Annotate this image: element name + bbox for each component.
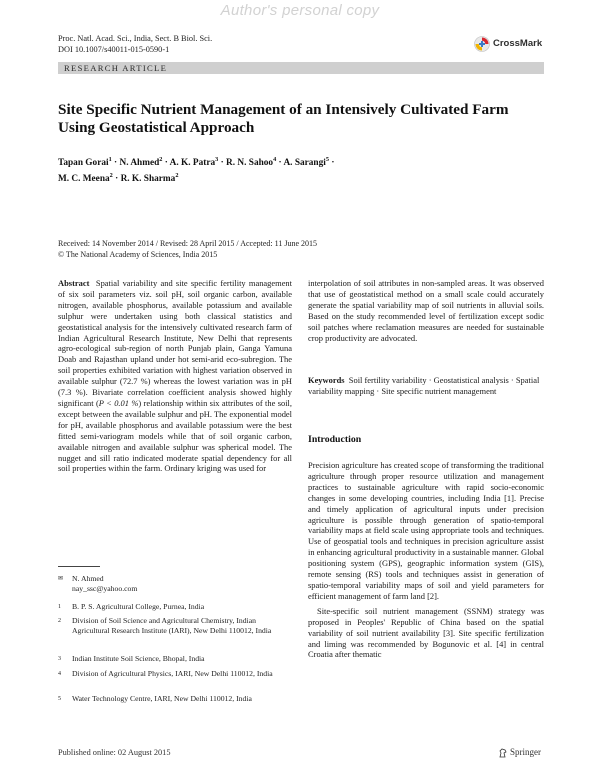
copyright: © The National Academy of Sciences, India 2015 bbox=[58, 249, 218, 259]
abstract-label: Abstract bbox=[58, 278, 90, 288]
introduction-body bbox=[308, 460, 544, 660]
corresponding-email[interactable]: nay_ssc@yahoo.com bbox=[72, 584, 138, 593]
affiliation: 5 Water Technology Centre, IARI, New Delhi 110012, India bbox=[58, 694, 252, 703]
intro-paragraph-2: Site-specific soil nutrient management (SSNM) strategy was proposed in Peoples' Republic of China based on the spatial variability of soil nutrient availability [3]. Site specific fertilization and liming was recommended by Bogunovic et al. [4] in central Croatia after thematic bbox=[308, 605, 544, 660]
article-type-banner bbox=[58, 62, 544, 74]
springer-horse-icon bbox=[498, 748, 508, 758]
correspondence bbox=[58, 574, 292, 596]
author[interactable]: R. N. Sahoo$^4$ bbox=[226, 156, 277, 169]
abstract-left: Abstract Spatial variability and site specific fertility management of six soil parameters viz. soil pH, soil organic carbon, available nitrogen, available phosphorus, available potassium and available sulphur were undertaken using both classical statistics and geostatistical analysis for the intensively cultivated research farm of Indian Agricultural Research Institute, New Delhi that represents agro-ecological sub-region of north Punjab plain, Ganga Yamuna Doab and Rajasthan upland under hot semi-arid eco-subregion. The soil properties exhibited variation with highest variation observed in available sulphur (72.7 %) whereas the lowest variation was in pH (7.3 %). Bivariate correlation coefficient analysis showed highly significant (P < 0.01 %) relationship within six attributes of the soil, except between the available sulphur and pH. The exponential model for pH, available phosphorus and available potassium were the best fitted semi-variogram models while that of soil organic carbon, available nitrogen and available sulphur was spherical model. The nugget and sill ratio indicated moderate spatial dependency for all soil properties within the farm. Ordinary kriging was used for bbox=[58, 278, 292, 474]
springer-logo bbox=[498, 747, 548, 759]
history: Received: 14 November 2014 / Revised: 28 April 2015 / Accepted: 11 June 2015 bbox=[58, 239, 317, 248]
crossmark-badge[interactable] bbox=[474, 34, 548, 54]
watermark: Author's personal copy bbox=[220, 2, 380, 19]
author[interactable]: Tapan Gorai$^1$ bbox=[58, 156, 112, 169]
intro-paragraph-1: Precision agriculture has created scope of transforming the traditional agriculture through proper resource utilization and management practices to sustainable agriculture with rapid socio-economic changes in some developing countries, including India [1]. Precise and timely application of agricultural inputs under precision agriculture is possible through generation of spatio-temporal variability maps at field scale using appropriate tools and techniques. Use of geospatial tools and techniques in precision agriculture assist in enhancing agricultural productivity in a sustainable manner. Global positioning system (GPS), geographic information system (GIS), remote sensing (RS) tools and techniques assist in generation of spatio-temporal variability maps of soil and yield parameters for efficient management of farm land [2]. bbox=[308, 460, 544, 601]
affiliation: 1 B. P. S. Agricultural College, Purnea, India bbox=[58, 602, 205, 611]
author[interactable]: M. C. Meena$^2$ bbox=[58, 171, 113, 184]
published-online: Published online: 02 August 2015 bbox=[58, 748, 171, 757]
footnote-rule bbox=[58, 566, 100, 567]
introduction-heading: Introduction bbox=[308, 434, 362, 445]
affiliation: 4 Division of Agricultural Physics, IARI, New Delhi 110012, India bbox=[58, 669, 273, 678]
author[interactable]: A. Sarangi$^5$ bbox=[283, 156, 329, 169]
affiliation: 2 Division of Soil Science and Agricultural Chemistry, Indian Agricultural Research Institute (IARI), New Delhi 110012, India bbox=[58, 616, 272, 635]
article-dates bbox=[58, 239, 317, 260]
author[interactable]: N. Ahmed$^2$ bbox=[119, 156, 163, 169]
keywords-label: Keywords bbox=[308, 375, 345, 385]
keywords: Keywords Soil fertility variability · Geostatistical analysis · Spatial variability mapping · Site specific nutrient management bbox=[308, 375, 540, 396]
envelope-icon: ✉ bbox=[58, 576, 64, 582]
paper-title: Site Specific Nutrient Management of an Intensively Cultivated Farm Using Geostatistical Approach bbox=[58, 101, 509, 136]
corresponding-author: N. Ahmed bbox=[72, 574, 104, 583]
journal-name: Proc. Natl. Acad. Sci., India, Sect. B Biol. Sci. bbox=[58, 34, 213, 43]
author[interactable]: A. K. Patra$^3$ bbox=[169, 156, 219, 169]
article-type: RESEARCH ARTICLE bbox=[64, 63, 168, 73]
abstract-right: interpolation of soil attributes in non-sampled areas. It was observed that use of geostatistical method on a small scale could accurately generate the spatial variability map of soil nutrients in alluvial soils. Based on the study recommended level of fertilization except sodic soil patches where reclamation measures are needed for sustainable crop productivity are advocated. bbox=[308, 278, 544, 343]
doi[interactable]: DOI 10.1007/s40011-015-0590-1 bbox=[58, 45, 170, 54]
journal-info bbox=[58, 33, 212, 55]
author[interactable]: R. K. Sharma$^2$ bbox=[120, 171, 179, 184]
publisher-name: Springer bbox=[510, 747, 541, 757]
crossmark-icon bbox=[474, 36, 490, 52]
crossmark-label: CrossMark bbox=[493, 38, 543, 49]
affiliation: 3 Indian Institute Soil Science, Bhopal, India bbox=[58, 654, 205, 663]
author-list: Tapan Gorai$^1$ · N. Ahmed$^2$ · A. K. Patra$^3$ · R. N. Sahoo$^4$ · A. Sarangi$^5$ · M. C. Meena$^2$ · R. K. Sharma$^2$ bbox=[58, 156, 335, 184]
